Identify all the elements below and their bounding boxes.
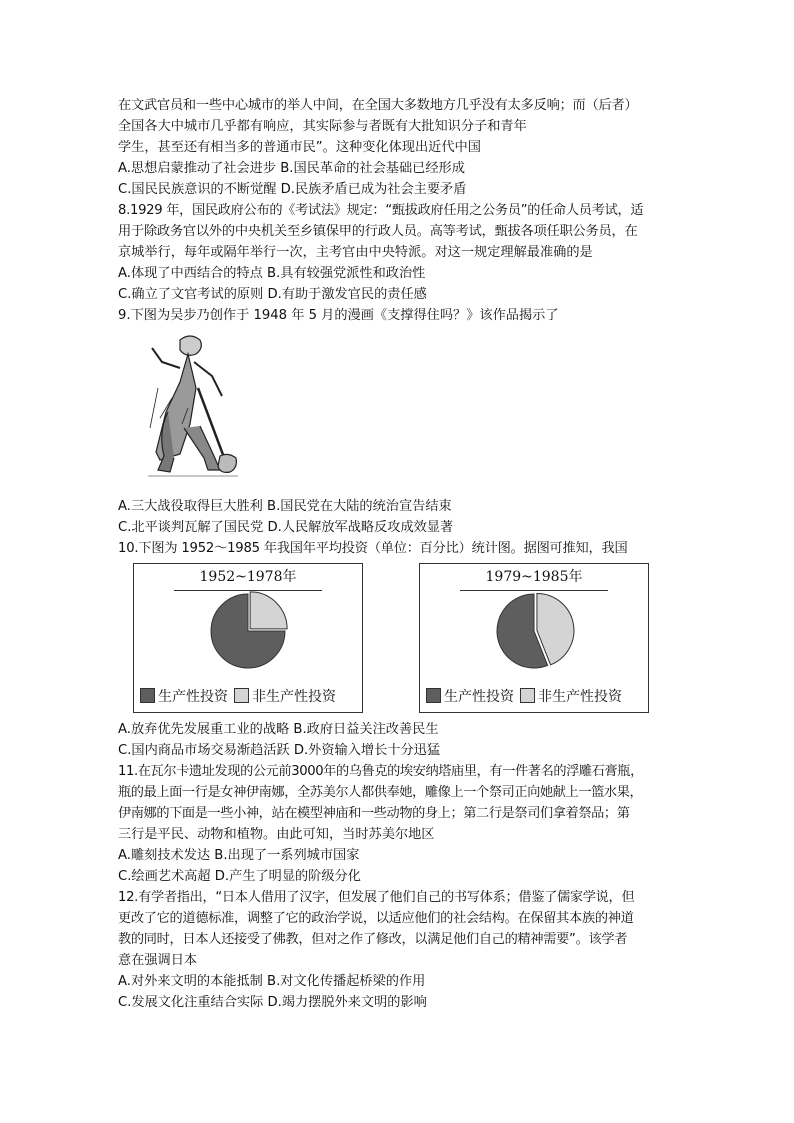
q7-option: A.思想启蒙推动了社会进步 B.国民革命的社会基础已经形成: [118, 161, 465, 176]
chart-title: 1979~1985年: [420, 567, 648, 588]
q8-option: C.确立了文官考试的原则 D.有助于激发官民的责任感: [118, 287, 427, 302]
q7-line: 学生，甚至还有相当多的普通市民”。这种变化体现出近代中国: [118, 140, 481, 155]
legend-swatch: [234, 688, 249, 703]
q11-line: 11.在瓦尔卡遗址发现的公元前3000年的乌鲁克的埃安纳塔庙里，有一件著名的浮雕石膏瓶，: [118, 764, 643, 779]
question-12: [118, 887, 678, 1013]
q8-option: A.体现了中西结合的特点 B.具有较强党派性和政治性: [118, 266, 426, 281]
legend-label: 生产性投资: [158, 689, 228, 705]
q11-line: 三行是平民、动物和植物。由此可知，当时苏美尔地区: [118, 827, 435, 842]
q9-stem: 9.下图为吴步乃创作于 1948 年 5 月的漫画《支撑得住吗？》该作品揭示了: [118, 308, 559, 323]
question-8: [118, 200, 678, 305]
pie-chart-1979-1985: [419, 563, 649, 713]
legend-label: 非生产性投资: [538, 689, 622, 705]
q12-line: 更改了它的道德标准，调整了它的政治学说，以适应他们的社会结构。在保留其本族的神道: [118, 911, 634, 926]
q9-option: A.三大战役取得巨大胜利 B.国民党在大陆的统治宣告结束: [118, 499, 452, 514]
q7-line: 在文武官员和一些中心城市的举人中间，在全国大多数地方几乎没有太多反响；而（后者）: [118, 98, 638, 113]
exam-page: [118, 95, 678, 1013]
q12-line: 教的同时，日本人还接受了佛教，但对之作了修改，以满足他们自己的精神需要”。该学者: [118, 932, 628, 947]
legend-label: 非生产性投资: [252, 689, 336, 705]
q11-line: 伊南娜的下面是一些小神，站在模型神庙和一些动物的身上；第二行是祭司们拿着祭品；第: [118, 806, 630, 821]
chart-legend: [140, 687, 356, 708]
pie-slice-non-productive: [250, 592, 287, 629]
chart-legend: [426, 687, 642, 708]
legend-label: 生产性投资: [444, 689, 514, 705]
q9-option: C.北平谈判瓦解了国民党 D.人民解放军战略反攻成效显著: [118, 520, 454, 535]
pie-svg: [420, 588, 648, 678]
q12-option: A.对外来文明的本能抵制 B.对文化传播起桥梁的作用: [118, 974, 426, 989]
question-7: [118, 95, 678, 200]
question-9: [118, 305, 678, 538]
q11-line: 瓶的最上面一行是女神伊南娜，全苏美尔人都供奉她，雕像上一个祭司正向她献上一篮水果，: [118, 785, 643, 800]
q8-line: 用于除政务官以外的中央机关至乡镇保甲的行政人员。高等考试，甄拔各项任职公务员，在: [118, 224, 638, 239]
investment-charts: [133, 563, 678, 713]
q10-option: C.国内商品市场交易渐趋活跃 D.外资输入增长十分迅猛: [118, 743, 441, 758]
q12-line: 12.有学者指出，“日本人借用了汉字，但发展了他们自己的书写体系；借鉴了儒家学说，但: [118, 890, 635, 905]
legend-swatch: [520, 688, 535, 703]
legend-item: [234, 687, 336, 708]
q7-option: C.国民民族意识的不断觉醒 D.民族矛盾已成为社会主要矛盾: [118, 182, 467, 197]
q8-line: 8.1929 年，国民政府公布的《考试法》规定：“甄拔政府任用之公务员”的任命人员考试，适: [118, 203, 644, 218]
legend-item: [520, 687, 622, 708]
q12-line: 意在强调日本: [118, 953, 198, 968]
cartoon-image: [128, 328, 253, 483]
q12-option: C.发展文化注重结合实际 D.竭力摆脱外来文明的影响: [118, 995, 427, 1010]
question-11: [118, 761, 678, 887]
q11-option: C.绘画艺术高超 D.产生了明显的阶级分化: [118, 869, 361, 884]
q7-line: 全国各大中城市几乎都有响应，其实际参与者既有大批知识分子和青年: [118, 119, 527, 134]
q8-line: 京城举行，每年或隔年举行一次，主考官由中央特派。对这一规定理解最准确的是: [118, 245, 593, 260]
legend-item: [426, 687, 514, 708]
pie-svg: [134, 588, 362, 678]
pie-chart-1952-1978: [133, 563, 363, 713]
legend-swatch: [426, 688, 441, 703]
q10-stem: 10.下图为 1952～1985 年我国年平均投资（单位：百分比）统计图。据图可推知，我国: [118, 541, 628, 556]
chart-title: 1952~1978年: [134, 567, 362, 588]
q11-option: A.雕刻技术发达 B.出现了一系列城市国家: [118, 848, 360, 863]
legend-item: [140, 687, 228, 708]
q10-option: A.放弃优先发展重工业的战略 B.政府日益关注改善民生: [118, 722, 439, 737]
legend-swatch: [140, 688, 155, 703]
question-10: [118, 538, 678, 761]
